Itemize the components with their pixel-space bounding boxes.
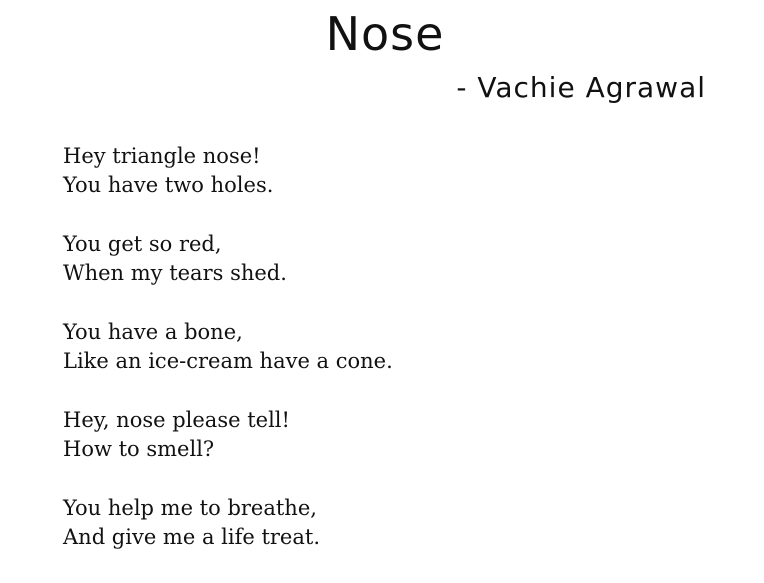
poem-title: Nose (325, 7, 445, 61)
stanza-2 (63, 230, 723, 289)
poem-line: How to smell? (63, 436, 215, 461)
poem-line: You have a bone, (63, 319, 243, 344)
poem-line: Hey, nose please tell! (63, 407, 290, 432)
poem-line: And give me a life treat. (63, 524, 320, 549)
stanza-5 (63, 494, 723, 553)
poem-line: Hey triangle nose! (63, 144, 261, 168)
poem-line: You get so red, (63, 231, 222, 256)
stanza-3 (63, 318, 723, 377)
poem-line: When my tears shed. (63, 261, 287, 286)
stanza-1 (63, 142, 723, 201)
poem-author: - Vachie Agrawal (456, 71, 706, 104)
poem-body (63, 142, 723, 581)
poem-line: You help me to breathe, (63, 495, 317, 520)
poem-line: Like an ice-cream have a cone. (63, 349, 393, 374)
poem-line: You have two holes. (63, 173, 274, 198)
stanza-4 (63, 406, 723, 465)
